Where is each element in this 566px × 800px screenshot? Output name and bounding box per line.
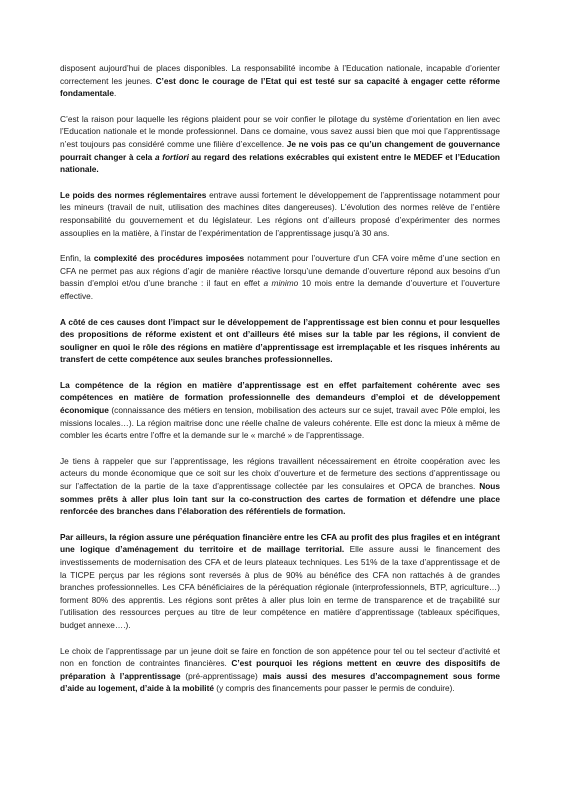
bold-text-run: C’est pourquoi les régions mettent en œuvre des dispositifs de préparation à l’apprentissage xyxy=(60,658,500,681)
bold-text-run: mais aussi des mesures d’accompagnement sous forme d’aide au logement, d’aide à la mobilité xyxy=(60,670,500,694)
text-run: disposent aujourd’hui de places disponibles. La responsabilité incombe à l’Education nationale, incapable d’orienter correctement les jeunes. xyxy=(60,63,500,86)
text-run: notamment pour l’ouverture d’un CFA voire même d’une section en CFA ne permet pas aux régions d’agir de manière réactive lorsqu’une demande d’ouverture répond aux besoins d’un bassin d’emploi et/ou d’une branche : il faut en effet xyxy=(60,253,500,289)
paragraph xyxy=(60,189,500,239)
text-run: C’est la raison pour laquelle les régions plaident pour se voir confier le pilotage du système d’orientation en lien avec l’Education nationale et le monde professionnel. Dans ce domaine, vous savez aussi bien que moi que l’apprentissage n’est toujours pas considéré comme une filière d’excellence. xyxy=(60,113,500,149)
bold-text-run: A côté de ces causes dont l’impact sur le développement de l’apprentissage est bien connu et pour lesquelles des propositions de réforme existent et ont d’ailleurs été mises sur la table par les régions, il convient de souligner en quoi le rôle des régions en matière d’apprentissage est irremplaçable et les risques inhérents au transfert de cette compétence aux seules branches professionnelles. xyxy=(60,316,500,365)
bold-text-run: Nous sommes prêts à aller plus loin tant sur la co-construction des cartes de formation et défendre une place renforcée des branches dans l’élaboration des référentiels de formation. xyxy=(60,481,500,517)
paragraph xyxy=(60,316,500,366)
text-run: . xyxy=(113,88,117,99)
text-run: Enfin, la xyxy=(60,253,94,264)
text-run: (pré-apprentissage) xyxy=(180,670,263,681)
bold-text-run: Le poids des normes réglementaires xyxy=(60,189,207,200)
bold-text-run: La compétence de la région en matière d’apprentissage est en effet parfaitement cohérente avec ses compétences en matière de formation professionnelle des demandeurs d’emploi et de développement économique xyxy=(60,379,500,416)
paragraph xyxy=(60,455,500,518)
bold-text-run: Par ailleurs, la région assure une péréquation financière entre les CFA au profit des plus fragiles et en intégrant une logique d’aménagement du territoire et de maillage territorial. xyxy=(60,531,500,555)
paragraph xyxy=(60,645,500,695)
document-body xyxy=(60,62,500,695)
bold-text-run xyxy=(155,152,189,162)
paragraph xyxy=(60,531,500,632)
text-run: Je tiens à rappeler que sur l’apprentissage, les régions travaillent nécessairement en étroite coopération avec les acteurs du monde économique que ce soit sur les choix d’ouverture et de fermeture des sections d’apprentissage ou sur l’affectation de la partie de la taxe d’apprentissage collectée par les consulaires et OPCA de branches. xyxy=(60,455,500,492)
bold-text-run: Je ne vois pas ce qu’un changement de gouvernance pourrait changer à cela xyxy=(60,138,501,162)
bold-text-run: C’est donc le courage de l’Etat qui est testé sur sa capacité à engager cette réforme fondamentale xyxy=(60,75,500,99)
paragraph xyxy=(60,113,500,176)
text-run: entrave aussi fortement le développement de l’apprentissage notamment pour les mineurs (travail de nuit, utilisation des machines dites dangereuses). L’évolution des normes relève de l’entière responsabilité du gouvernement et du législateur. Les régions ont d’ailleurs proposé d’expérimenter des normes assouplies en la matière, à l’instar de l’expérimentation de l’apprentissage jusqu’à 30 ans. xyxy=(60,189,500,238)
text-run: Elle assure aussi le financement des investissements de modernisation des CFA et de leurs plateaux techniques. Les 51% de la taxe d’apprentissage et de la TICPE perçus par les régions sont reversés à plus de 90% au bénéfice des CFA non rattachés à de grandes branches professionnelles. Les CFA bénéficiaires de la péréquation régionale (interprofessionnels, BTP, agriculture…) forment 80% des apprentis. Les régions sont prêtes à aller plus loin en terme de transparence et de traçabilité sur l’utilisation des ressources perçues au titre de leur compétence en matière d’apprentissage (tableaux spécifiques, budget annexe….). xyxy=(60,544,500,630)
text-run: (y compris des financements pour passer le permis de conduire). xyxy=(214,683,455,694)
text-run: 10 mois entre la demande d’ouverture et l’ouverture effective. xyxy=(60,278,500,301)
text-run: a minimo xyxy=(263,278,299,289)
text-run: Le choix de l’apprentissage par un jeune doit se faire en fonction de son appétence pour tel ou tel secteur d’activité et non en fonction de contraintes financières. xyxy=(60,645,500,669)
paragraph xyxy=(60,252,500,302)
paragraph xyxy=(60,62,500,100)
bold-text-run: complexité des procédures imposées xyxy=(93,253,245,264)
text-run: (connaissance des métiers en tension, mobilisation des acteurs sur ce sujet, travail avec Pôle emploi, les missions locales…). La région maitrise donc une réelle chaîne de valeurs cohérente. Elle est donc la mieux à même de combler les écarts entre l’offre et la demande sur le « marché » de l’apprentissage. xyxy=(60,405,500,441)
emphasis-text: a fortiori xyxy=(154,151,189,162)
paragraph xyxy=(60,379,500,442)
bold-text-run: au regard des relations exécrables qui existent entre le MEDEF et l’Education nationale. xyxy=(60,151,500,175)
